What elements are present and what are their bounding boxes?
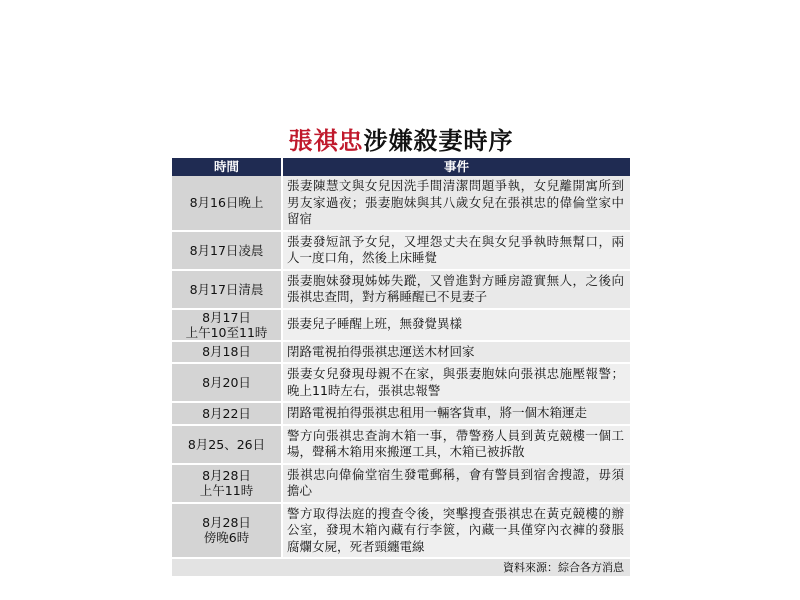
row-event: 張妻胞妹發現姊姊失蹤，又曾進對方睡房證實無人，之後向張祺忠查問，對方稱睡醒已不見妻子 [282, 270, 630, 309]
row-event: 警方向張祺忠查詢木箱一事，帶警務人員到黃克競樓一個工場，聲稱木箱用來搬運工具，木箱已被拆散 [282, 425, 630, 464]
row-event: 張妻發短訊予女兒，又埋怨丈夫在與女兒爭執時無幫口，兩人一度口角，然後上床睡覺 [282, 231, 630, 270]
row-time [172, 176, 282, 231]
row-time [172, 231, 282, 270]
row-time-line: 上午11時 [199, 483, 254, 498]
table-row [172, 425, 630, 464]
row-time [172, 309, 282, 341]
table-row [172, 270, 630, 309]
row-time-line: 上午10至11時 [185, 324, 268, 340]
row-time-line: 8月18日 [202, 344, 251, 360]
title-highlight: 張祺忠 [288, 127, 364, 155]
row-time-line: 8月17日清晨 [189, 281, 264, 297]
row-time-line: 8月22日 [202, 405, 251, 421]
row-time-line: 8月17日凌晨 [189, 242, 264, 258]
row-time-line: 8月28日 [202, 515, 251, 531]
source-note: 資料來源：綜合各方消息 [172, 559, 630, 576]
row-time [172, 464, 282, 503]
row-event: 張妻兒子睡醒上班，無發覺異樣 [282, 309, 630, 341]
timeline-rows [172, 176, 630, 558]
row-time [172, 270, 282, 309]
row-event: 張妻陳慧文與女兒因洗手間清潔問題爭執，女兒離開寓所到男友家過夜；張妻胞妹與其八歲女兒在張祺忠的偉倫堂家中留宿 [282, 176, 630, 231]
table-row [172, 503, 630, 559]
row-time [172, 341, 282, 364]
row-time-line: 8月16日晚上 [189, 195, 264, 211]
row-time [172, 503, 282, 559]
column-header-event: 事件 [282, 158, 630, 176]
table-row [172, 231, 630, 270]
row-event: 閉路電視拍得張祺忠租用一輛客貨車，將一個木箱運走 [282, 402, 630, 425]
table-header-row [172, 158, 630, 176]
timeline-infographic [172, 124, 630, 576]
row-time-line: 8月28日 [202, 468, 251, 483]
table-row [172, 176, 630, 231]
row-time-line: 傍晚6時 [203, 530, 250, 546]
table-row [172, 363, 630, 402]
timeline-table [172, 158, 630, 559]
row-event: 張妻女兒發現母親不在家，與張妻胞妹向張祺忠施壓報警；晚上11時左右，張祺忠報警 [282, 363, 630, 402]
row-event: 張祺忠向偉倫堂宿生發電郵稱，會有警員到宿舍搜證，毋須擔心 [282, 464, 630, 503]
row-time-line: 8月25、26日 [187, 436, 266, 452]
row-time [172, 425, 282, 464]
row-event: 閉路電視拍得張祺忠運送木材回家 [282, 341, 630, 364]
column-header-time: 時間 [172, 158, 282, 176]
table-row [172, 402, 630, 425]
table-row [172, 464, 630, 503]
row-time-line: 8月20日 [202, 375, 251, 390]
row-event: 警方取得法庭的搜查令後，突擊搜查張祺忠在黃克競樓的辦公室，發現木箱內藏有行李篋，內藏一具僅穿內衣褲的發脹腐爛女屍，死者頸纏電線 [282, 503, 630, 559]
table-row [172, 309, 630, 341]
table-row [172, 341, 630, 364]
row-time-line: 8月17日 [202, 309, 251, 325]
title-rest: 涉嫌殺妻時序 [363, 127, 514, 155]
row-time [172, 363, 282, 402]
page-title [172, 124, 630, 158]
row-time [172, 402, 282, 425]
